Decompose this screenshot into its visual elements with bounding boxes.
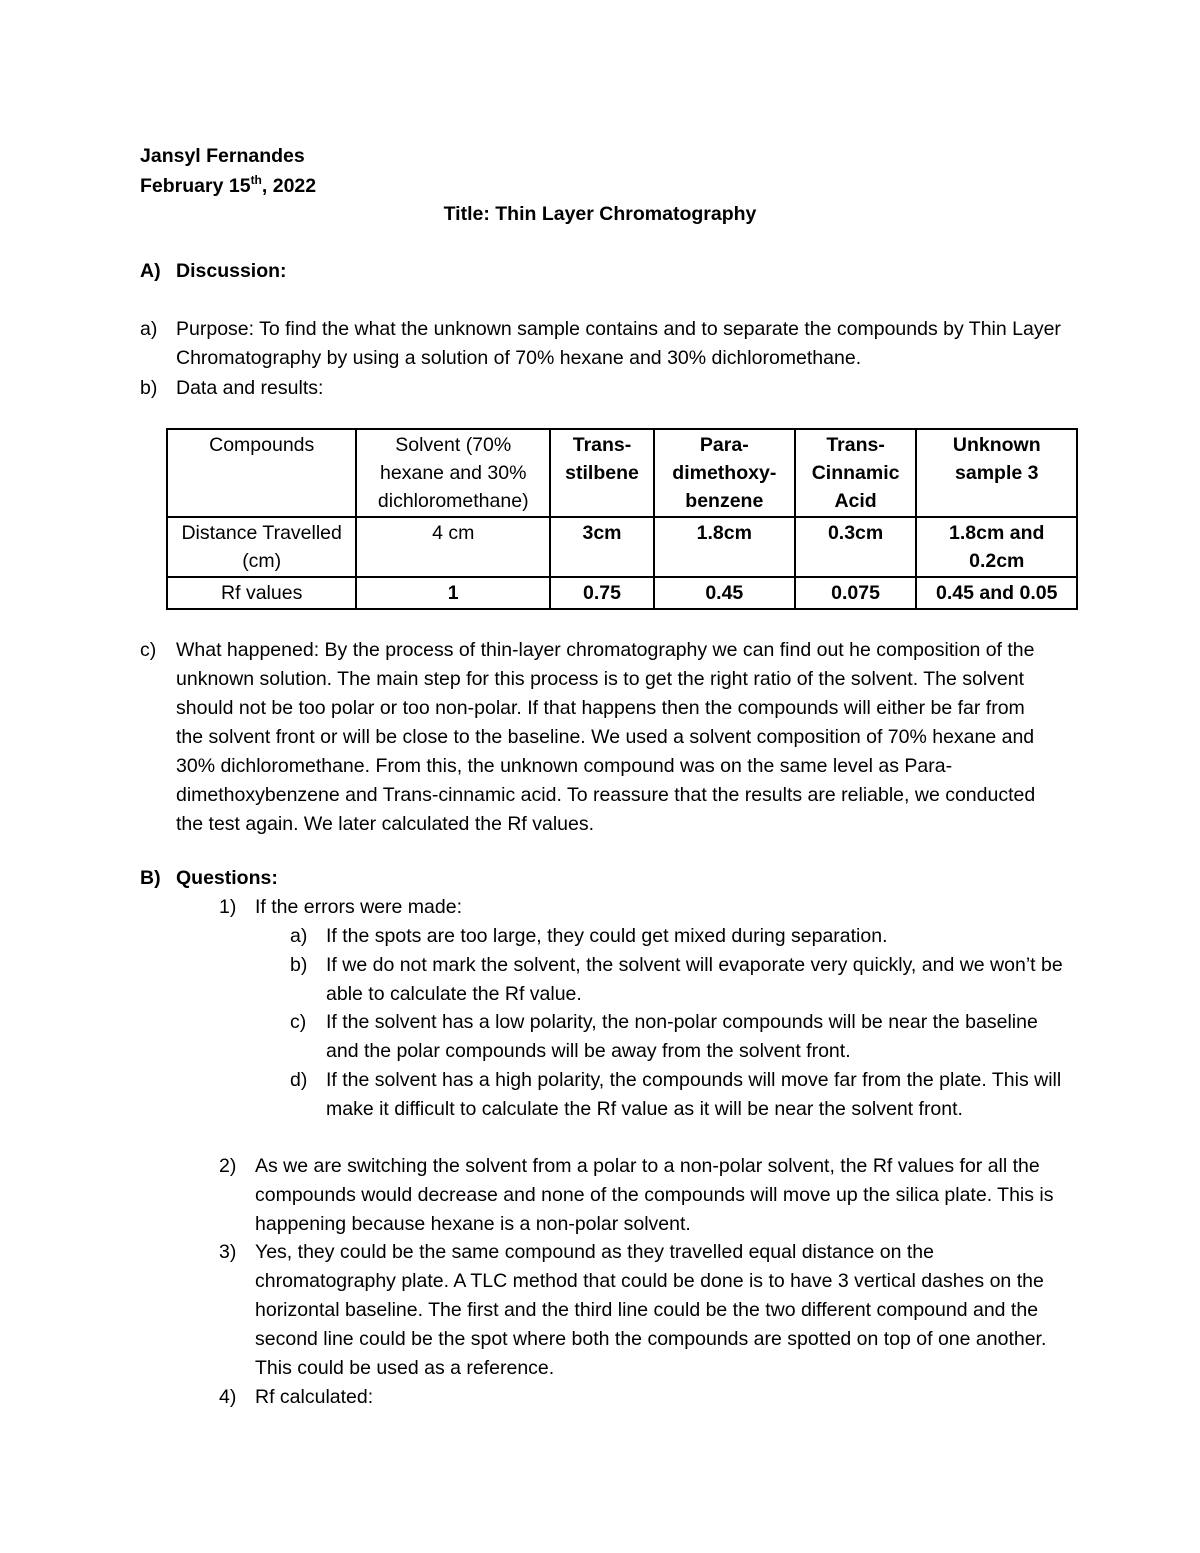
item-a-marker: a) (140, 318, 158, 340)
table-cell: 4 cm (356, 517, 550, 577)
table-cell: 0.45 (654, 577, 795, 609)
what-happened-paragraph: What happened: By the process of thin-layer chromatography we can find out he composition of the unknown solution. The main step for this process is to get the right ratio of the solvent. The solvent should not be too polar or too non-polar. If that happens then the compounds will either be far from the solvent front or will be close to the baseline. We used a solvent composition of 70% hexane and 30% dichloromethane. From this, the unknown compound was on the same level as Para-dimethoxybenzene and Trans-cinnamic acid. To reassure that the results are reliable, we conducted the test again. We later calculated the Rf values. (176, 639, 1036, 835)
table-cell: 0.3cm (795, 517, 917, 577)
question-4-text: Rf calculated: (255, 1386, 374, 1408)
question-1-text: If the errors were made: (255, 896, 462, 918)
question-3-text: Yes, they could be the same compound as they travelled equal distance on the chromatography plate. A TLC method that could be done is to have 3 vertical dashes on the horizontal baseline. The first and the third line could be the two different compound and the second line could be the spot where both the compounds are spotted on top of one another. This could be used as a reference. (255, 1241, 1047, 1379)
item-b-marker: b) (140, 377, 158, 399)
question-2-text: As we are switching the solvent from a polar to a non-polar solvent, the Rf values for all the compounds would decrease and none of the compounds will move up the silica plate. This is happening because hexane is a non-polar solvent. (255, 1155, 1054, 1235)
table-cell: Rf values (167, 577, 356, 609)
question-4-marker: 4) (219, 1386, 237, 1408)
results-table (166, 428, 1078, 610)
table-header-row (167, 429, 1077, 517)
sub-c-marker: c) (290, 1011, 307, 1033)
table-cell: 0.75 (550, 577, 654, 609)
table-header-cell: Unknown sample 3 (916, 429, 1077, 517)
section-a-heading: Discussion: (176, 260, 287, 282)
table-header-cell: Trans-Cinnamic Acid (795, 429, 917, 517)
data-results-heading: Data and results: (176, 377, 324, 399)
author-name: Jansyl Fernandes (140, 145, 305, 167)
question-3-marker: 3) (219, 1241, 237, 1263)
question-1-marker: 1) (219, 896, 237, 918)
table-row (167, 517, 1077, 577)
table-header-cell: Para-dimethoxy-benzene (654, 429, 795, 517)
sub-a-text: If the spots are too large, they could get mixed during separation. (326, 925, 888, 947)
table-cell: Distance Travelled (cm) (167, 517, 356, 577)
purpose-paragraph: Purpose: To find the what the unknown sample contains and to separate the compounds by Thin Layer Chromatography by using a solution of 70% hexane and 30% dichloromethane. (176, 318, 1061, 369)
page-title: Title: Thin Layer Chromatography (443, 203, 757, 225)
sub-c-text: If the solvent has a low polarity, the non-polar compounds will be near the baseline and the polar compounds will be away from the solvent front. (326, 1011, 1038, 1062)
section-b-marker: B) (140, 867, 161, 889)
section-b-heading: Questions: (176, 867, 278, 889)
table-cell: 1.8cm (654, 517, 795, 577)
item-c-marker: c) (140, 639, 157, 661)
table-cell: 0.45 and 0.05 (916, 577, 1077, 609)
report-date: February 15th, 2022 (140, 173, 317, 197)
sub-d-text: If the solvent has a high polarity, the compounds will move far from the plate. This will make it difficult to calculate the Rf value as it will be near the solvent front. (326, 1069, 1062, 1120)
table-header-cell: Solvent (70% hexane and 30% dichloromethane) (356, 429, 550, 517)
table-header-cell: Compounds (167, 429, 356, 517)
table-row (167, 577, 1077, 609)
question-2-marker: 2) (219, 1155, 237, 1177)
table-cell: 0.075 (795, 577, 917, 609)
table-cell: 1.8cm and 0.2cm (916, 517, 1077, 577)
sub-b-text: If we do not mark the solvent, the solvent will evaporate very quickly, and we won’t be able to calculate the Rf value. (326, 954, 1063, 1005)
table-cell: 1 (356, 577, 550, 609)
table-cell: 3cm (550, 517, 654, 577)
section-a-marker: A) (140, 260, 161, 282)
sub-a-marker: a) (290, 925, 308, 947)
sub-b-marker: b) (290, 954, 308, 976)
table-header-cell: Trans-stilbene (550, 429, 654, 517)
sub-d-marker: d) (290, 1069, 308, 1091)
